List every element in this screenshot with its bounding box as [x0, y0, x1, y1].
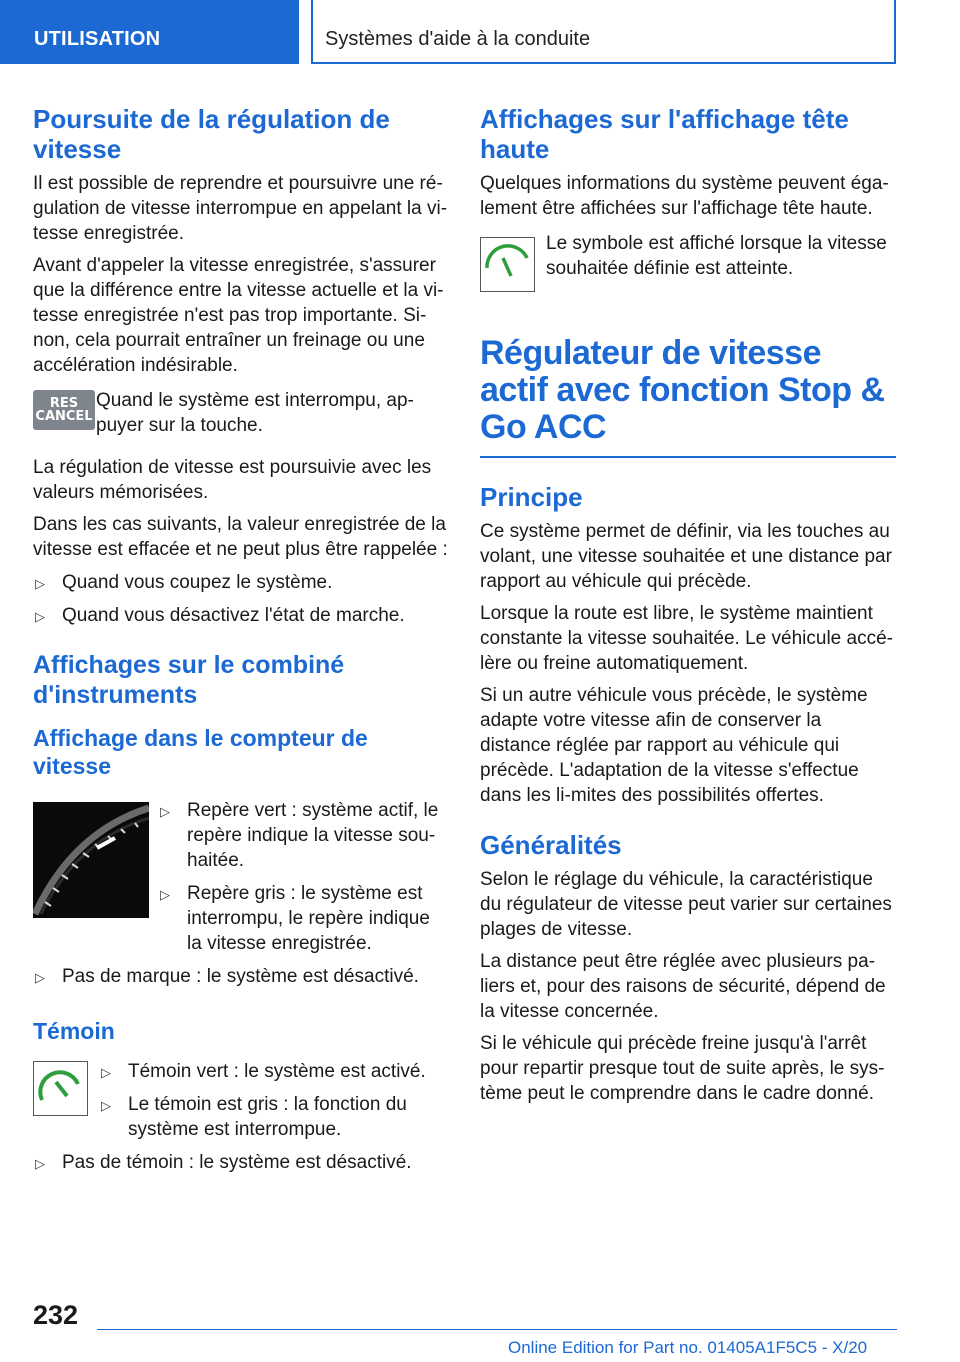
left-column — [33, 104, 449, 1183]
triangle-bullet-icon: ▷ — [35, 609, 45, 624]
bullet-list — [33, 570, 449, 628]
triangle-bullet-icon: ▷ — [101, 1065, 111, 1080]
res-cancel-button-icon: RES CANCEL — [33, 390, 95, 430]
section-title-principe: Principe — [480, 482, 583, 512]
section-title-poursuite: Poursuite de la régulation de vitesse — [33, 104, 390, 164]
triangle-bullet-icon: ▷ — [160, 804, 170, 819]
list-item: ▷ Pas de marque : le système est désactivé. — [33, 964, 449, 989]
list-item: ▷ Quand vous coupez le système. — [33, 570, 449, 595]
paragraph: Ce système permet de définir, via les touches au volant, une vitesse souhaitée et une distance par rapport au véhicule qui précède. — [480, 521, 892, 592]
triangle-bullet-icon: ▷ — [35, 576, 45, 591]
res-cancel-description: Quand le système est interrompu, ap-puyer sur la touche. — [96, 390, 414, 436]
triangle-bullet-icon: ▷ — [101, 1098, 111, 1113]
section-title-acc: Régulateur de vitesse actif avec fonction Stop & Go ACC — [480, 334, 885, 446]
header-section-tab — [0, 0, 299, 64]
gauge-row — [33, 798, 449, 956]
list-item: ▷ Repère gris : le système est interrompu, le repère indique la vitesse enregistrée. — [160, 883, 430, 954]
triangle-bullet-icon: ▷ — [35, 970, 45, 985]
cruise-control-indicator-icon — [33, 1061, 88, 1116]
lamp-row — [33, 1059, 449, 1142]
subsection-title-compteur: Affichage dans le compteur de vitesse — [33, 725, 368, 779]
hud-symbol-description: Le symbole est affiché lorsque la vitesse souhaitée définie est atteinte. — [546, 233, 887, 279]
hud-speed-symbol-icon — [480, 237, 535, 292]
list-item: ▷ Le témoin est gris : la fonction du système est interrompue. — [101, 1094, 407, 1140]
paragraph: Selon le réglage du véhicule, la caractéristique du régulateur de vitesse peut varier sur certaines plages de vitesse. — [480, 869, 892, 940]
gauge-bullet-list — [158, 798, 449, 956]
paragraph: La régulation de vitesse est poursuivie avec les valeurs mémorisées. — [33, 457, 432, 503]
section-title-hud: Affichages sur l'affichage tête haute — [480, 104, 849, 164]
lamp-bullet-list — [99, 1059, 449, 1142]
res-cancel-row — [33, 388, 449, 448]
bullet-list — [33, 964, 449, 989]
list-item: ▷ Quand vous désactivez l'état de marche. — [33, 603, 449, 628]
section-title-affichages-combine: Affichages sur le combiné d'instruments — [33, 651, 345, 709]
header-chapter-label: Systèmes d'aide à la conduite — [325, 28, 591, 50]
paragraph: Avant d'appeler la vitesse enregistrée, s'assurer que la différence entre la vitesse actuelle et la vi-tesse enregistrée n'est pas trop importante. Si-non, cela pourrait entraîner un freinage ou une accélération indésirable. — [33, 255, 444, 376]
bullet-list — [33, 1150, 449, 1175]
paragraph: Il est possible de reprendre et poursuivre une ré-gulation de vitesse interrompue en appelant la vi-tesse enregistrée. — [33, 173, 448, 244]
triangle-bullet-icon: ▷ — [160, 887, 170, 902]
hud-symbol-row — [480, 231, 896, 301]
footer-edition: Online Edition for Part no. 01405A1F5C5 - X/20 — [508, 1338, 868, 1357]
header-chapter-tab — [311, 0, 896, 64]
subsection-title-temoin: Témoin — [33, 1018, 115, 1044]
paragraph: Lorsque la route est libre, le système maintient constante la vitesse souhaitée. Le véhicule accé-lère ou freine automatiquement. — [480, 603, 893, 674]
paragraph: Si le véhicule qui précède freine jusqu'à l'arrêt pour repartir presque tout de suite après, le sys-tème peut le comprendre dans le cadre donné. — [480, 1033, 885, 1104]
list-item: ▷ Témoin vert : le système est activé. — [99, 1059, 449, 1084]
speedometer-marker-icon — [33, 802, 149, 918]
section-divider — [480, 456, 896, 458]
list-item: ▷ Repère vert : système actif, le repère indique la vitesse sou-haitée. — [160, 800, 439, 871]
paragraph: Quelques informations du système peuvent éga-lement être affichées sur l'affichage tête haute. — [480, 173, 889, 219]
header-section-label: UTILISATION — [34, 28, 161, 50]
list-item: ▷ Pas de témoin : le système est désactivé. — [33, 1150, 449, 1175]
paragraph: Dans les cas suivants, la valeur enregistrée de la vitesse est effacée et ne peut plus être rappelée : — [33, 514, 448, 560]
paragraph: La distance peut être réglée avec plusieurs pa-liers et, pour des raisons de sécurité, dépend de la vitesse concernée. — [480, 951, 886, 1022]
triangle-bullet-icon: ▷ — [35, 1156, 45, 1171]
paragraph: Si un autre véhicule vous précède, le système adapte votre vitesse afin de conserver la distance réglée par rapport au véhicule qui précède. L'adaptation de la vitesse s'effectue dans les li-mites des possibilités offertes. — [480, 685, 868, 806]
footer-divider — [97, 1329, 897, 1330]
right-column — [480, 104, 896, 1106]
page-number: 232 — [33, 1300, 79, 1330]
section-title-generalites: Généralités — [480, 830, 622, 860]
